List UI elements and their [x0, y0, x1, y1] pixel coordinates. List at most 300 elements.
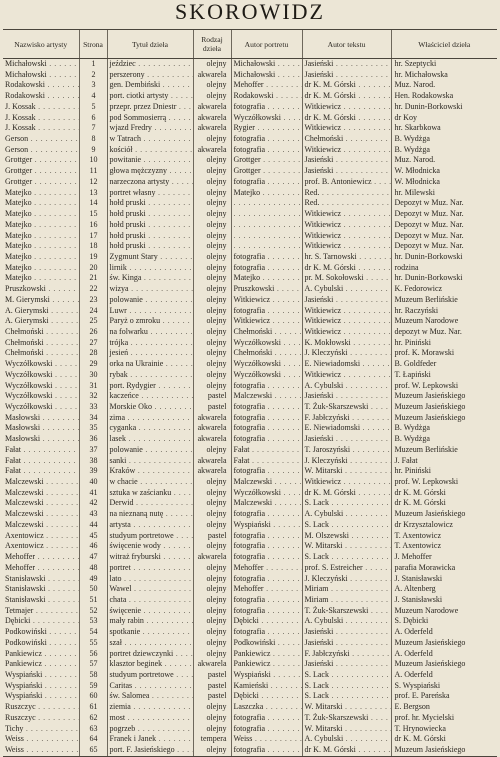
cell-portrait-author: fotografia . . .: [231, 263, 302, 274]
cell-artist: Pankiewicz . . .: [3, 649, 79, 660]
cell-title: zima . . .: [107, 413, 193, 424]
cell-owner: T. Łapiński: [391, 370, 497, 381]
cell-kind: akwarela: [193, 145, 231, 156]
cell-owner: rodzina: [391, 263, 497, 274]
cell-page: 61: [79, 702, 107, 713]
cell-text-author: T. Żuk-Skarszewski . . .: [302, 402, 391, 413]
cell-page: 58: [79, 670, 107, 681]
cell-artist: Axentowicz . . .: [3, 541, 79, 552]
table-row: [3, 649, 497, 660]
table-row: [3, 509, 497, 520]
cell-page: 63: [79, 724, 107, 735]
cell-title: święcenie . . .: [107, 606, 193, 617]
cell-text-author: F. Jabłczyński . . .: [302, 649, 391, 660]
cell-owner: Muzeum Narodowe: [391, 316, 497, 327]
table-row: [3, 209, 497, 220]
cell-title: lato . . .: [107, 574, 193, 585]
cell-title: hołd pruski . . .: [107, 209, 193, 220]
cell-text-author: Witkiewicz . . .: [302, 123, 391, 134]
page-title: SKOROWIDZ: [175, 0, 325, 24]
cell-text-author: S. Lack . . .: [302, 552, 391, 563]
cell-portrait-author: fotografia . . .: [231, 381, 302, 392]
cell-kind: olejny: [193, 381, 231, 392]
cell-page: 59: [79, 681, 107, 692]
cell-title: na nieznaną nutę . . .: [107, 509, 193, 520]
cell-title: witraż fryburski . . .: [107, 552, 193, 563]
cell-text-author: Jasieński . . .: [302, 391, 391, 402]
cell-artist: Matejko . . .: [3, 231, 79, 242]
cell-page: 37: [79, 445, 107, 456]
cell-page: 15: [79, 209, 107, 220]
cell-portrait-author: Fałat . . .: [231, 445, 302, 456]
cell-owner: Muzeum Jasieńskiego: [391, 413, 497, 424]
cell-portrait-author: Laszczka . . .: [231, 702, 302, 713]
cell-artist: Matejko . . .: [3, 252, 79, 263]
cell-owner: B. Wydżga: [391, 423, 497, 434]
cell-title: spotkanie . . .: [107, 627, 193, 638]
cell-text-author: A. Cybulski . . .: [302, 734, 391, 745]
cell-portrait-author: Matejko . . .: [231, 188, 302, 199]
cell-artist: Weiss . . .: [3, 745, 79, 756]
cell-page: 42: [79, 498, 107, 509]
cell-text-author: A. Cybulski . . .: [302, 509, 391, 520]
cell-text-author: W. Mitarski . . .: [302, 541, 391, 552]
table-row: [3, 113, 497, 124]
cell-artist: Grottger . . .: [3, 177, 79, 188]
cell-kind: akwarela: [193, 552, 231, 563]
cell-owner: B. Wydżga: [391, 434, 497, 445]
cell-title: polowanie . . .: [107, 445, 193, 456]
cell-kind: akwarela: [193, 70, 231, 81]
cell-text-author: J. Kleczyński . . .: [302, 574, 391, 585]
cell-artist: Matejko . . .: [3, 220, 79, 231]
cell-kind: pastel: [193, 691, 231, 702]
cell-page: 10: [79, 155, 107, 166]
cell-page: 18: [79, 241, 107, 252]
cell-page: 3: [79, 80, 107, 91]
cell-owner: hr. Dunin-Borkowski: [391, 252, 497, 263]
cell-portrait-author: Weiss . . .: [231, 734, 302, 745]
table-row: [3, 316, 497, 327]
cell-page: 45: [79, 531, 107, 542]
cell-owner: hr. Szeptycki: [391, 59, 497, 70]
cell-title: sztuka w zaścianku . . .: [107, 488, 193, 499]
cell-page: 30: [79, 370, 107, 381]
cell-artist: Masłowski . . .: [3, 413, 79, 424]
cell-kind: tempera: [193, 734, 231, 745]
table-row: [3, 338, 497, 349]
cell-portrait-author: fotografia . . .: [231, 306, 302, 317]
cell-artist: Grottger . . .: [3, 166, 79, 177]
cell-page: 6: [79, 113, 107, 124]
cell-title: artysta . . .: [107, 520, 193, 531]
table-row: [3, 713, 497, 724]
cell-owner: hr. Milewski: [391, 188, 497, 199]
cell-portrait-author: Wyczółkowski . . .: [231, 370, 302, 381]
table-row: [3, 498, 497, 509]
cell-page: 43: [79, 509, 107, 520]
cell-portrait-author: fotografia . . .: [231, 134, 302, 145]
cell-portrait-author: fotografia . . .: [231, 413, 302, 424]
table-row: [3, 80, 497, 91]
cell-text-author: Witkiewicz . . .: [302, 231, 391, 242]
cell-owner: T. Hrynowiecka: [391, 724, 497, 735]
cell-text-author: T. Jaroszyński . . .: [302, 445, 391, 456]
cell-page: 54: [79, 627, 107, 638]
cell-page: 33: [79, 402, 107, 413]
cell-artist: Wyczółkowski . . .: [3, 370, 79, 381]
cell-artist: Matejko . . .: [3, 273, 79, 284]
cell-title: Morskie Oko . . .: [107, 402, 193, 413]
cell-kind: akwarela: [193, 456, 231, 467]
cell-kind: olejny: [193, 188, 231, 199]
cell-text-author: hr. S. Tarnowski . . .: [302, 252, 391, 263]
cell-portrait-author: [231, 241, 302, 252]
cell-kind: olejny: [193, 574, 231, 585]
cell-title: port. Rydygier . . .: [107, 381, 193, 392]
cell-title: Zygmunt Stary . . .: [107, 252, 193, 263]
cell-owner: A. Oderfeld: [391, 670, 497, 681]
table-row: [3, 188, 497, 199]
cell-title: Wawel . . .: [107, 584, 193, 595]
cell-text-author: Witkiewicz . . .: [302, 370, 391, 381]
cell-page: 20: [79, 263, 107, 274]
cell-kind: olejny: [193, 209, 231, 220]
cell-artist: Malczewski . . .: [3, 520, 79, 531]
cell-text-author: E. Niewiadomski . . .: [302, 423, 391, 434]
cell-page: 53: [79, 616, 107, 627]
header-kind: Rodzaj dzieła: [193, 30, 231, 59]
cell-artist: Chełmoński . . .: [3, 348, 79, 359]
cell-portrait-author: fotografia . . .: [231, 595, 302, 606]
cell-text-author: Jasieński . . .: [302, 659, 391, 670]
cell-kind: akwarela: [193, 123, 231, 134]
cell-title: portret . . .: [107, 563, 193, 574]
cell-title: chata . . .: [107, 595, 193, 606]
cell-title: wjazd Fredry . . .: [107, 123, 193, 134]
cell-portrait-author: fotografia . . .: [231, 466, 302, 477]
cell-kind: olejny: [193, 541, 231, 552]
table-row: [3, 563, 497, 574]
cell-kind: olejny: [193, 724, 231, 735]
cell-owner: prof. W. Lepkowski: [391, 477, 497, 488]
cell-portrait-author: [231, 198, 302, 209]
cell-artist: Gerson . . .: [3, 145, 79, 156]
cell-text-author: Miriam . . .: [302, 595, 391, 606]
cell-owner: Muzeum Jasieńskiego: [391, 402, 497, 413]
cell-page: 1: [79, 59, 107, 70]
cell-kind: olejny: [193, 509, 231, 520]
cell-text-author: W. Mitarski . . .: [302, 724, 391, 735]
table-body: [3, 59, 497, 757]
cell-portrait-author: Mehoffer . . .: [231, 584, 302, 595]
cell-kind: olejny: [193, 745, 231, 756]
cell-title: lirnik . . .: [107, 263, 193, 274]
cell-owner: T. Axentowicz: [391, 541, 497, 552]
cell-kind: olejny: [193, 563, 231, 574]
cell-artist: A. Gierymski . . .: [3, 306, 79, 317]
cell-page: 47: [79, 552, 107, 563]
cell-kind: olejny: [193, 59, 231, 70]
cell-artist: Matejko . . .: [3, 209, 79, 220]
cell-portrait-author: Dębicki . . .: [231, 616, 302, 627]
cell-artist: Rodakowski . . .: [3, 80, 79, 91]
cell-artist: Tichy . . .: [3, 724, 79, 735]
table-row: [3, 595, 497, 606]
cell-artist: Mehoffer . . .: [3, 552, 79, 563]
cell-kind: olejny: [193, 241, 231, 252]
table-row: [3, 306, 497, 317]
cell-artist: Fałat . . .: [3, 445, 79, 456]
cell-portrait-author: fotografia . . .: [231, 574, 302, 585]
cell-title: mały rabin . . .: [107, 616, 193, 627]
cell-owner: T. Axentowicz: [391, 531, 497, 542]
cell-text-author: Chełmoński . . .: [302, 134, 391, 145]
cell-artist: Wyspiański . . .: [3, 670, 79, 681]
cell-text-author: Witkiewicz . . .: [302, 241, 391, 252]
cell-kind: pastel: [193, 531, 231, 542]
cell-text-author: J. Kleczyński . . .: [302, 456, 391, 467]
cell-page: 7: [79, 123, 107, 134]
cell-owner: W. Młodnicka: [391, 166, 497, 177]
cell-title: lasek . . .: [107, 434, 193, 445]
cell-owner: S. Dębicki: [391, 616, 497, 627]
table-row: [3, 198, 497, 209]
cell-text-author: A. Cybulski . . .: [302, 284, 391, 295]
cell-artist: Chełmoński . . .: [3, 338, 79, 349]
cell-page: 22: [79, 284, 107, 295]
cell-owner: dr Koy: [391, 113, 497, 124]
cell-artist: Matejko . . .: [3, 241, 79, 252]
table-row: [3, 252, 497, 263]
cell-page: 28: [79, 348, 107, 359]
cell-portrait-author: fotografia . . .: [231, 745, 302, 756]
cell-portrait-author: Mehoffer . . .: [231, 80, 302, 91]
cell-artist: Chełmoński . . .: [3, 327, 79, 338]
cell-title: trójka . . .: [107, 338, 193, 349]
cell-title: studyum portretowe . . .: [107, 670, 193, 681]
cell-portrait-author: Wyspiański . . .: [231, 520, 302, 531]
cell-title: wizya . . .: [107, 284, 193, 295]
cell-portrait-author: Witkiewicz . . .: [231, 295, 302, 306]
cell-kind: olejny: [193, 445, 231, 456]
cell-title: ziemia . . .: [107, 702, 193, 713]
cell-page: 12: [79, 177, 107, 188]
cell-page: 16: [79, 220, 107, 231]
cell-text-author: Witkiewicz . . .: [302, 102, 391, 113]
cell-owner: Muzeum Jasieńskiego: [391, 638, 497, 649]
cell-kind: olejny: [193, 702, 231, 713]
cell-kind: akwarela: [193, 466, 231, 477]
cell-page: 52: [79, 606, 107, 617]
cell-portrait-author: Pruszkowski . . .: [231, 284, 302, 295]
table-row: [3, 445, 497, 456]
cell-page: 25: [79, 316, 107, 327]
cell-artist: Weiss . . .: [3, 734, 79, 745]
cell-artist: Ruszczyc . . .: [3, 713, 79, 724]
cell-title: port. ciotki artysty . . .: [107, 91, 193, 102]
cell-owner: J. Mehoffer: [391, 552, 497, 563]
cell-artist: Stanisławski . . .: [3, 595, 79, 606]
cell-owner: B. Wydżga: [391, 134, 497, 145]
table-row: [3, 284, 497, 295]
cell-page: 60: [79, 691, 107, 702]
cell-kind: akwarela: [193, 102, 231, 113]
cell-text-author: S. Lack . . .: [302, 691, 391, 702]
cell-text-author: W. Mitarski . . .: [302, 702, 391, 713]
table-row: [3, 263, 497, 274]
cell-portrait-author: Kamieński . . .: [231, 681, 302, 692]
cell-kind: olejny: [193, 359, 231, 370]
cell-portrait-author: fotografia . . .: [231, 724, 302, 735]
cell-text-author: Jasieński . . .: [302, 638, 391, 649]
cell-portrait-author: Wyczółkowski . . .: [231, 359, 302, 370]
cell-portrait-author: Rygier . . .: [231, 123, 302, 134]
table-row: [3, 477, 497, 488]
cell-page: 35: [79, 423, 107, 434]
cell-owner: dr K. M. Górski: [391, 488, 497, 499]
cell-artist: J. Kossak . . .: [3, 113, 79, 124]
cell-kind: olejny: [193, 595, 231, 606]
cell-kind: olejny: [193, 520, 231, 531]
cell-portrait-author: fotografia . . .: [231, 423, 302, 434]
cell-owner: S. Wyspiański: [391, 681, 497, 692]
cell-owner: hr. Piniński: [391, 466, 497, 477]
cell-artist: Michałowski . . .: [3, 70, 79, 81]
cell-page: 40: [79, 477, 107, 488]
cell-title: jesień . . .: [107, 348, 193, 359]
cell-page: 21: [79, 273, 107, 284]
cell-owner: W. Młodnicka: [391, 177, 497, 188]
cell-title: jeździec . . .: [107, 59, 193, 70]
cell-artist: Masłowski . . .: [3, 434, 79, 445]
cell-portrait-author: fotografia . . .: [231, 713, 302, 724]
cell-text-author: S. Lack . . .: [302, 498, 391, 509]
cell-page: 51: [79, 595, 107, 606]
cell-portrait-author: Malczewski . . .: [231, 498, 302, 509]
table-row: [3, 273, 497, 284]
cell-artist: Pankiewicz . . .: [3, 659, 79, 670]
cell-portrait-author: fotografia . . .: [231, 541, 302, 552]
table-row: [3, 659, 497, 670]
cell-text-author: dr K. M. Górski . . .: [302, 80, 391, 91]
cell-owner: prof. W. Lepkowski: [391, 381, 497, 392]
table-row: [3, 734, 497, 745]
header-text-author: Autor tekstu: [302, 30, 391, 59]
cell-owner: prof. E. Pareńska: [391, 691, 497, 702]
table-row: [3, 616, 497, 627]
cell-text-author: Jasieński . . .: [302, 627, 391, 638]
cell-kind: pastel: [193, 670, 231, 681]
cell-page: 46: [79, 541, 107, 552]
cell-owner: hr. Raczyński: [391, 306, 497, 317]
cell-portrait-author: Grottger . . .: [231, 155, 302, 166]
table-row: [3, 434, 497, 445]
cell-artist: Wyspiański . . .: [3, 691, 79, 702]
cell-page: 55: [79, 638, 107, 649]
cell-artist: Grottger . . .: [3, 155, 79, 166]
cell-artist: A. Gierymski . . .: [3, 316, 79, 327]
cell-portrait-author: [231, 231, 302, 242]
cell-artist: Wyczółkowski . . .: [3, 391, 79, 402]
cell-portrait-author: fotografia . . .: [231, 177, 302, 188]
cell-portrait-author: Podkowiński . . .: [231, 638, 302, 649]
cell-text-author: Red. . . .: [302, 198, 391, 209]
cell-artist: Podkowiński . . .: [3, 638, 79, 649]
cell-artist: Stanisławski . . .: [3, 584, 79, 595]
cell-portrait-author: fotografia . . .: [231, 102, 302, 113]
cell-title: studyum portretowe . . .: [107, 531, 193, 542]
table-row: [3, 295, 497, 306]
cell-portrait-author: Wyspiański . . .: [231, 670, 302, 681]
table-row: [3, 59, 497, 70]
cell-kind: olejny: [193, 627, 231, 638]
table-row: [3, 541, 497, 552]
cell-kind: akwarela: [193, 434, 231, 445]
cell-owner: Muzeum Jasieńskiego: [391, 659, 497, 670]
table-row: [3, 702, 497, 713]
cell-portrait-author: fotografia . . .: [231, 252, 302, 263]
cell-kind: olejny: [193, 198, 231, 209]
cell-portrait-author: Wyczółkowski . . .: [231, 113, 302, 124]
table-row: [3, 584, 497, 595]
table-row: [3, 220, 497, 231]
cell-owner: J. Fałat: [391, 456, 497, 467]
header-artist: Nazwisko artysty: [3, 30, 79, 59]
cell-portrait-author: fotografia . . .: [231, 145, 302, 156]
cell-owner: Depozyt w Muz. Nar.: [391, 241, 497, 252]
table-row: [3, 691, 497, 702]
cell-artist: Matejko . . .: [3, 198, 79, 209]
cell-page: 29: [79, 359, 107, 370]
cell-artist: Wyczółkowski . . .: [3, 402, 79, 413]
cell-kind: akwarela: [193, 413, 231, 424]
cell-owner: Muzeum Berlińskie: [391, 295, 497, 306]
cell-text-author: M. Olszewski . . .: [302, 531, 391, 542]
cell-owner: dr Krzysztalowicz: [391, 520, 497, 531]
cell-portrait-author: Rodakowski . . .: [231, 91, 302, 102]
cell-text-author: dr K. M. Górski . . .: [302, 263, 391, 274]
cell-text-author: prof. S. Estreicher . . .: [302, 563, 391, 574]
table-row: [3, 123, 497, 134]
cell-page: 48: [79, 563, 107, 574]
table-row: [3, 359, 497, 370]
cell-artist: Malczewski . . .: [3, 509, 79, 520]
cell-portrait-author: Witkiewicz . . .: [231, 316, 302, 327]
cell-portrait-author: Malczewski . . .: [231, 477, 302, 488]
cell-artist: Rodakowski . . .: [3, 91, 79, 102]
cell-page: 39: [79, 466, 107, 477]
cell-text-author: pr. M. Sokołowski . . .: [302, 273, 391, 284]
cell-text-author: W. Mitarski . . .: [302, 466, 391, 477]
cell-kind: olejny: [193, 638, 231, 649]
cell-kind: olejny: [193, 263, 231, 274]
cell-page: 23: [79, 295, 107, 306]
table-row: [3, 166, 497, 177]
cell-text-author: Jasieński . . .: [302, 59, 391, 70]
cell-title: Kraków . . .: [107, 466, 193, 477]
cell-page: 50: [79, 584, 107, 595]
cell-title: święcenie wody . . .: [107, 541, 193, 552]
cell-page: 44: [79, 520, 107, 531]
table-row: [3, 724, 497, 735]
cell-title: orka na Ukrainie . . .: [107, 359, 193, 370]
cell-owner: Muzeum Jasieńskiego: [391, 745, 497, 756]
cell-portrait-author: Fałat . . .: [231, 456, 302, 467]
cell-owner: hr. Skarbkowa: [391, 123, 497, 134]
cell-portrait-author: Pankiewicz . . .: [231, 659, 302, 670]
cell-kind: olejny: [193, 80, 231, 91]
